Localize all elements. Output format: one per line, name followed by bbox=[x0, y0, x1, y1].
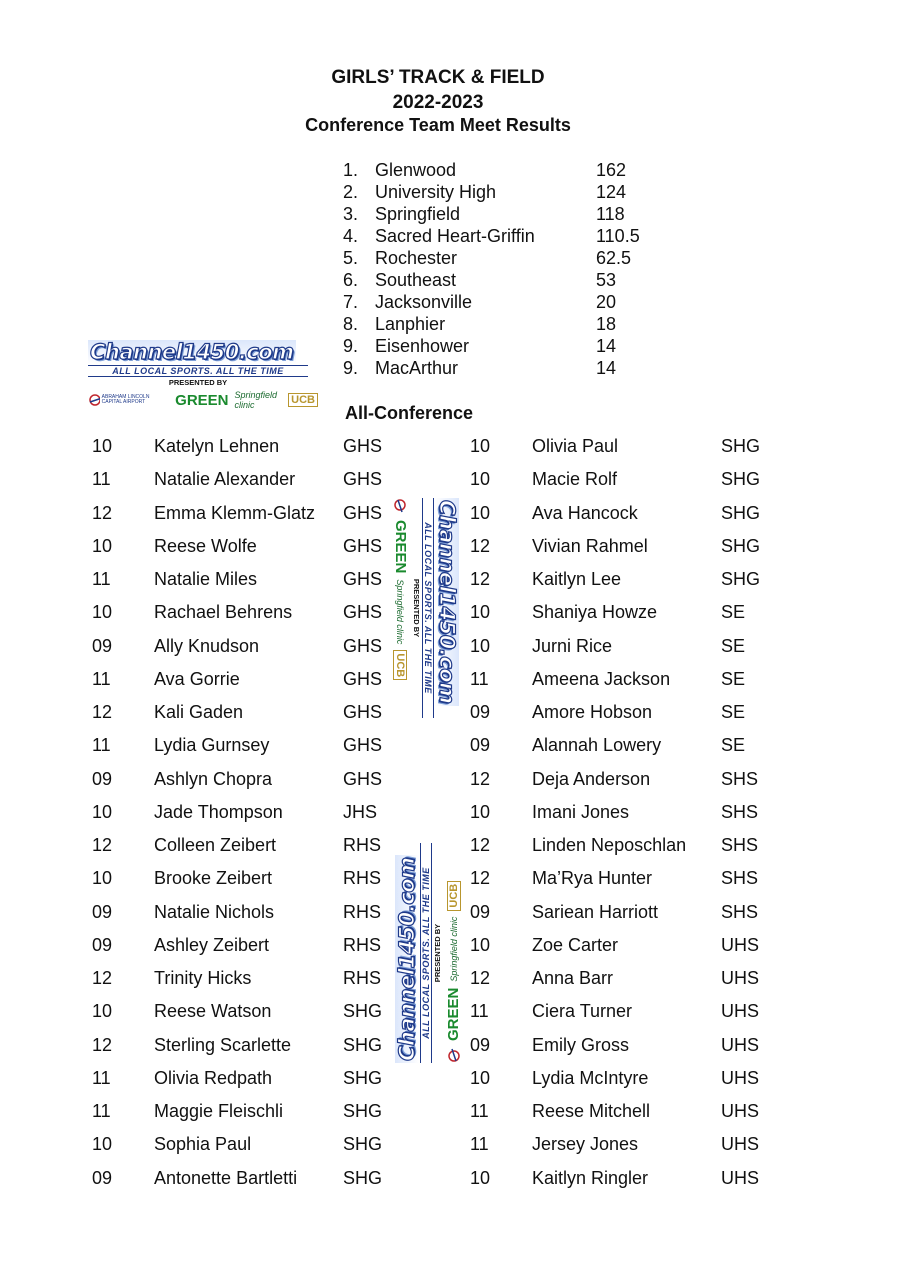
athlete-grade: 09 bbox=[92, 635, 113, 656]
athlete-name: Trinity Hicks bbox=[154, 968, 252, 988]
standing-rank: 1. bbox=[343, 160, 359, 180]
athlete-grade: 10 bbox=[470, 801, 491, 822]
presented-by-label: PRESENTED BY bbox=[433, 923, 442, 983]
athlete-name: Natalie Alexander bbox=[154, 469, 296, 490]
standing-rank: 3. bbox=[343, 204, 359, 224]
athlete-school: UHS bbox=[721, 1034, 760, 1055]
athlete-school: SHG bbox=[343, 1167, 383, 1188]
athlete-school: GHS bbox=[343, 602, 383, 623]
athlete-row bbox=[92, 1101, 432, 1134]
athlete-row bbox=[92, 1134, 432, 1167]
athlete-row bbox=[92, 802, 432, 835]
athlete-school: UHS bbox=[721, 1001, 760, 1022]
athlete-name: Alannah Lowery bbox=[532, 735, 662, 756]
ucb-logo: UCB bbox=[394, 650, 408, 680]
team-points: 162 bbox=[596, 160, 627, 180]
athlete-name: Brooke Zeibert bbox=[154, 868, 273, 889]
athlete-row bbox=[470, 902, 810, 935]
sponsor-row bbox=[392, 498, 409, 728]
athlete-name: Imani Jones bbox=[532, 801, 630, 822]
athlete-grade: 10 bbox=[92, 801, 113, 822]
team-name: Glenwood bbox=[375, 160, 457, 180]
athlete-school: SHG bbox=[343, 1134, 383, 1155]
athlete-row bbox=[470, 968, 810, 1001]
athlete-grade: 12 bbox=[92, 1034, 113, 1055]
athlete-name: Amore Hobson bbox=[532, 702, 653, 722]
athlete-grade: 10 bbox=[470, 602, 491, 623]
athlete-school: SHG bbox=[721, 569, 761, 589]
airport-icon bbox=[395, 498, 407, 514]
athlete-row bbox=[92, 835, 432, 868]
channel1450-logo-text: Channel1450.com bbox=[90, 340, 294, 364]
airport-logo bbox=[448, 1047, 460, 1063]
logo-tagline: ALL LOCAL SPORTS. ALL THE TIME bbox=[420, 843, 432, 1063]
athlete-grade: 10 bbox=[92, 535, 113, 556]
athlete-name: Olivia Paul bbox=[532, 436, 619, 456]
athlete-school: SE bbox=[721, 668, 746, 689]
athlete-school: RHS bbox=[343, 901, 382, 922]
athlete-name: Reese Mitchell bbox=[532, 1101, 651, 1121]
athlete-row bbox=[92, 1035, 432, 1068]
team-name: MacArthur bbox=[375, 358, 459, 378]
athlete-row bbox=[470, 669, 810, 702]
athlete-name: Katelyn Lehnen bbox=[154, 436, 280, 456]
athlete-name: Lydia McIntyre bbox=[532, 1067, 649, 1088]
athlete-name: Macie Rolf bbox=[532, 469, 618, 490]
athlete-school: SHG bbox=[343, 1067, 383, 1088]
athlete-grade: 10 bbox=[470, 436, 491, 456]
athlete-name: Emily Gross bbox=[532, 1034, 630, 1055]
team-name: Jacksonville bbox=[375, 292, 473, 312]
athlete-school: GHS bbox=[343, 668, 383, 689]
team-points: 53 bbox=[596, 270, 617, 290]
athlete-grade: 12 bbox=[470, 535, 491, 556]
sponsor-logo-rotated-top bbox=[381, 498, 459, 732]
sponsor-logo-rotated-bottom bbox=[395, 829, 473, 1063]
athlete-name: Deja Anderson bbox=[532, 768, 651, 789]
athlete-grade: 09 bbox=[470, 1034, 491, 1055]
athlete-school: GHS bbox=[343, 569, 383, 589]
standing-rank: 8. bbox=[343, 314, 359, 334]
athlete-school: SE bbox=[721, 635, 746, 656]
springfield-clinic-logo: Springfield clinic bbox=[448, 916, 459, 982]
springfield-clinic-logo: Springfield clinic bbox=[395, 579, 406, 645]
standings-row bbox=[343, 204, 663, 226]
athlete-school: SHS bbox=[721, 901, 759, 922]
athlete-grade: 11 bbox=[92, 569, 111, 589]
athlete-name: Kali Gaden bbox=[154, 702, 244, 722]
athlete-grade: 12 bbox=[92, 702, 113, 722]
athlete-row bbox=[470, 1068, 810, 1101]
athlete-school: GHS bbox=[343, 635, 383, 656]
athlete-row bbox=[92, 935, 432, 968]
athlete-grade: 10 bbox=[470, 469, 491, 490]
athlete-school: SHG bbox=[343, 1001, 383, 1022]
athlete-name: Zoe Carter bbox=[532, 934, 619, 955]
airport-label: ABRAHAM LINCOLN CAPITAL AIRPORT bbox=[101, 394, 150, 405]
athlete-school: SHG bbox=[721, 469, 761, 490]
standings-row bbox=[343, 336, 663, 358]
standings-row bbox=[343, 226, 663, 248]
athlete-school: GHS bbox=[343, 535, 383, 556]
athlete-name: Ally Knudson bbox=[154, 635, 260, 656]
team-points: 20 bbox=[596, 292, 617, 312]
team-points: 110.5 bbox=[596, 226, 640, 246]
airport-logo bbox=[395, 498, 407, 514]
athlete-grade: 10 bbox=[92, 1001, 113, 1022]
green-logo: GREEN bbox=[445, 987, 462, 1041]
standing-rank: 2. bbox=[343, 182, 359, 202]
athlete-grade: 11 bbox=[470, 1134, 489, 1155]
athlete-name: Natalie Nichols bbox=[154, 901, 275, 922]
athlete-name: Shaniya Howze bbox=[532, 602, 658, 623]
athlete-school: GHS bbox=[343, 502, 383, 523]
athlete-grade: 09 bbox=[470, 702, 491, 722]
standing-rank: 9. bbox=[343, 358, 359, 378]
athlete-name: Ashlyn Chopra bbox=[154, 768, 273, 789]
team-points: 14 bbox=[596, 358, 617, 378]
athlete-school: GHS bbox=[343, 469, 383, 490]
athlete-row bbox=[470, 1035, 810, 1068]
standings-row bbox=[343, 182, 663, 204]
athlete-name: Lydia Gurnsey bbox=[154, 735, 270, 756]
athlete-name: Reese Watson bbox=[154, 1001, 272, 1022]
athlete-grade: 10 bbox=[92, 868, 113, 889]
athlete-name: Ma’Rya Hunter bbox=[532, 868, 653, 889]
all-conference-right-column bbox=[470, 436, 810, 1201]
athlete-name: Sterling Scarlette bbox=[154, 1034, 292, 1055]
standings-row bbox=[343, 270, 663, 292]
sponsor-row bbox=[445, 833, 462, 1063]
athlete-school: SHS bbox=[721, 868, 759, 889]
athlete-school: JHS bbox=[343, 801, 378, 822]
athlete-school: UHS bbox=[721, 934, 760, 955]
team-points: 124 bbox=[596, 182, 627, 202]
springfield-clinic-logo: Springfield clinic bbox=[234, 390, 278, 410]
team-name: Lanphier bbox=[375, 314, 446, 334]
athlete-name: Maggie Fleischli bbox=[154, 1101, 284, 1121]
athlete-name: Emma Klemm-Glatz bbox=[154, 502, 316, 523]
athlete-row bbox=[470, 636, 810, 669]
athlete-row bbox=[470, 702, 810, 735]
team-points: 18 bbox=[596, 314, 617, 334]
athlete-grade: 12 bbox=[470, 569, 491, 589]
athlete-row bbox=[92, 1068, 432, 1101]
ucb-logo: UCB bbox=[288, 393, 318, 407]
channel1450-logo-text: Channel1450.com bbox=[395, 857, 419, 1061]
athlete-name: Ashley Zeibert bbox=[154, 934, 270, 955]
channel1450-logo-text: Channel1450.com bbox=[435, 500, 459, 704]
standing-rank: 6. bbox=[343, 270, 359, 290]
athlete-school: SHG bbox=[721, 535, 761, 556]
athlete-row bbox=[92, 1001, 432, 1034]
athlete-school: SHG bbox=[343, 1034, 383, 1055]
athlete-name: Anna Barr bbox=[532, 968, 614, 988]
athlete-grade: 09 bbox=[470, 735, 491, 756]
athlete-name: Kaitlyn Lee bbox=[532, 569, 622, 589]
athlete-grade: 12 bbox=[470, 768, 491, 789]
team-name: University High bbox=[375, 182, 497, 202]
athlete-school: RHS bbox=[343, 968, 382, 988]
athlete-school: RHS bbox=[343, 835, 382, 855]
athlete-grade: 09 bbox=[92, 1167, 113, 1188]
athlete-name: Jersey Jones bbox=[532, 1134, 639, 1155]
athlete-grade: 10 bbox=[470, 934, 491, 955]
athlete-grade: 11 bbox=[92, 735, 111, 756]
athlete-grade: 10 bbox=[470, 1067, 491, 1088]
team-name: Eisenhower bbox=[375, 336, 470, 356]
athlete-row bbox=[470, 469, 810, 502]
athlete-grade: 10 bbox=[92, 436, 113, 456]
athlete-name: Reese Wolfe bbox=[154, 535, 257, 556]
team-name: Rochester bbox=[375, 248, 458, 268]
athlete-grade: 10 bbox=[470, 1167, 491, 1188]
athlete-name: Colleen Zeibert bbox=[154, 835, 277, 855]
athlete-name: Natalie Miles bbox=[154, 569, 258, 589]
athlete-name: Jurni Rice bbox=[532, 635, 613, 656]
team-points: 62.5 bbox=[596, 248, 632, 268]
athlete-school: GHS bbox=[343, 436, 383, 456]
all-conference-title: All-Conference bbox=[345, 403, 474, 423]
athlete-school: RHS bbox=[343, 868, 382, 889]
team-points: 14 bbox=[596, 336, 617, 356]
athlete-row bbox=[470, 602, 810, 635]
standings-row bbox=[343, 160, 663, 182]
athlete-name: Linden Neposchlan bbox=[532, 835, 687, 855]
athlete-name: Ava Gorrie bbox=[154, 668, 240, 689]
athlete-name: Antonette Bartletti bbox=[154, 1167, 298, 1188]
athlete-grade: 12 bbox=[470, 968, 491, 988]
athlete-grade: 10 bbox=[92, 1134, 113, 1155]
page-subtitle: Conference Team Meet Results bbox=[305, 115, 571, 135]
athlete-grade: 09 bbox=[92, 901, 113, 922]
athlete-grade: 11 bbox=[92, 469, 111, 490]
standings-row bbox=[343, 358, 663, 380]
athlete-grade: 11 bbox=[470, 1101, 489, 1121]
standings-row bbox=[343, 314, 663, 336]
athlete-name: Olivia Redpath bbox=[154, 1067, 273, 1088]
standing-rank: 7. bbox=[343, 292, 359, 312]
athlete-row bbox=[470, 1001, 810, 1034]
standing-rank: 4. bbox=[343, 226, 359, 246]
athlete-school: SHS bbox=[721, 835, 759, 855]
athlete-row bbox=[92, 902, 432, 935]
team-name: Springfield bbox=[375, 204, 461, 224]
athlete-row bbox=[92, 735, 432, 768]
athlete-school: SHS bbox=[721, 768, 759, 789]
airport-icon bbox=[88, 394, 100, 406]
athlete-school: SE bbox=[721, 702, 746, 722]
athlete-grade: 09 bbox=[92, 768, 113, 789]
athlete-grade: 11 bbox=[92, 668, 111, 689]
team-name: Sacred Heart-Griffin bbox=[375, 226, 535, 246]
season-label: 2022-2023 bbox=[392, 92, 484, 113]
athlete-grade: 12 bbox=[92, 502, 113, 523]
athlete-name: Ava Hancock bbox=[532, 502, 638, 523]
logo-tagline: ALL LOCAL SPORTS. ALL THE TIME bbox=[422, 498, 434, 718]
athlete-row bbox=[92, 968, 432, 1001]
team-points: 118 bbox=[596, 204, 625, 224]
athlete-school: GHS bbox=[343, 768, 383, 789]
athlete-grade: 09 bbox=[92, 934, 113, 955]
athlete-row bbox=[470, 868, 810, 901]
athlete-name: Rachael Behrens bbox=[154, 602, 293, 623]
athlete-name: Sariean Harriott bbox=[532, 901, 659, 922]
athlete-grade: 12 bbox=[92, 835, 113, 855]
team-standings bbox=[343, 160, 663, 380]
athlete-row bbox=[470, 802, 810, 835]
athlete-row bbox=[470, 536, 810, 569]
athlete-grade: 11 bbox=[470, 1001, 489, 1022]
athlete-grade: 11 bbox=[92, 1101, 111, 1121]
athlete-school: UHS bbox=[721, 1067, 760, 1088]
sponsor-logo bbox=[88, 340, 322, 418]
athlete-school: SHS bbox=[721, 801, 759, 822]
athlete-row bbox=[470, 569, 810, 602]
presented-by-label: PRESENTED BY bbox=[168, 378, 228, 387]
athlete-row bbox=[470, 503, 810, 536]
athlete-name: Kaitlyn Ringler bbox=[532, 1167, 649, 1188]
ucb-logo: UCB bbox=[447, 881, 461, 911]
athlete-school: GHS bbox=[343, 735, 383, 756]
athlete-school: SE bbox=[721, 735, 746, 756]
green-logo: GREEN bbox=[175, 391, 229, 409]
athlete-row bbox=[470, 1134, 810, 1167]
athlete-row bbox=[470, 1168, 810, 1201]
logo-tagline: ALL LOCAL SPORTS. ALL THE TIME bbox=[88, 365, 308, 377]
athlete-grade: 09 bbox=[470, 901, 491, 922]
athlete-school: SE bbox=[721, 602, 746, 623]
standing-rank: 9. bbox=[343, 336, 359, 356]
athlete-row bbox=[470, 935, 810, 968]
green-logo: GREEN bbox=[392, 520, 409, 574]
athlete-grade: 10 bbox=[92, 602, 113, 623]
standing-rank: 5. bbox=[343, 248, 359, 268]
athlete-school: UHS bbox=[721, 1101, 760, 1121]
standings-row bbox=[343, 292, 663, 314]
athlete-school: SHG bbox=[721, 436, 761, 456]
athlete-school: SHG bbox=[721, 502, 761, 523]
presented-by-label: PRESENTED BY bbox=[412, 578, 421, 638]
athlete-school: UHS bbox=[721, 1167, 760, 1188]
athlete-row bbox=[470, 735, 810, 768]
athlete-school: GHS bbox=[343, 702, 383, 722]
athlete-row bbox=[92, 868, 432, 901]
athlete-row bbox=[470, 769, 810, 802]
athlete-grade: 12 bbox=[470, 868, 491, 889]
athlete-name: Ciera Turner bbox=[532, 1001, 633, 1022]
athlete-grade: 11 bbox=[92, 1067, 111, 1088]
athlete-grade: 10 bbox=[470, 502, 491, 523]
athlete-row bbox=[470, 1101, 810, 1134]
athlete-grade: 11 bbox=[470, 668, 489, 689]
athlete-row bbox=[92, 769, 432, 802]
athlete-name: Ameena Jackson bbox=[532, 668, 671, 689]
athlete-school: SHG bbox=[343, 1101, 383, 1121]
athlete-row bbox=[470, 436, 810, 469]
athlete-grade: 12 bbox=[92, 968, 113, 988]
athlete-name: Sophia Paul bbox=[154, 1134, 252, 1155]
athlete-grade: 10 bbox=[470, 635, 491, 656]
airport-icon bbox=[448, 1047, 460, 1063]
page-title: GIRLS’ TRACK & FIELD bbox=[331, 67, 545, 88]
athlete-row bbox=[470, 835, 810, 868]
team-name: Southeast bbox=[375, 270, 457, 290]
standings-row bbox=[343, 248, 663, 270]
airport-logo bbox=[88, 394, 169, 406]
athlete-name: Jade Thompson bbox=[154, 801, 283, 822]
athlete-school: UHS bbox=[721, 1134, 760, 1155]
athlete-school: RHS bbox=[343, 934, 382, 955]
athlete-row bbox=[92, 436, 432, 469]
athlete-row bbox=[92, 1168, 432, 1201]
athlete-school: UHS bbox=[721, 968, 760, 988]
sponsor-row bbox=[88, 390, 318, 410]
athlete-name: Vivian Rahmel bbox=[532, 535, 648, 556]
athlete-grade: 12 bbox=[470, 835, 491, 855]
